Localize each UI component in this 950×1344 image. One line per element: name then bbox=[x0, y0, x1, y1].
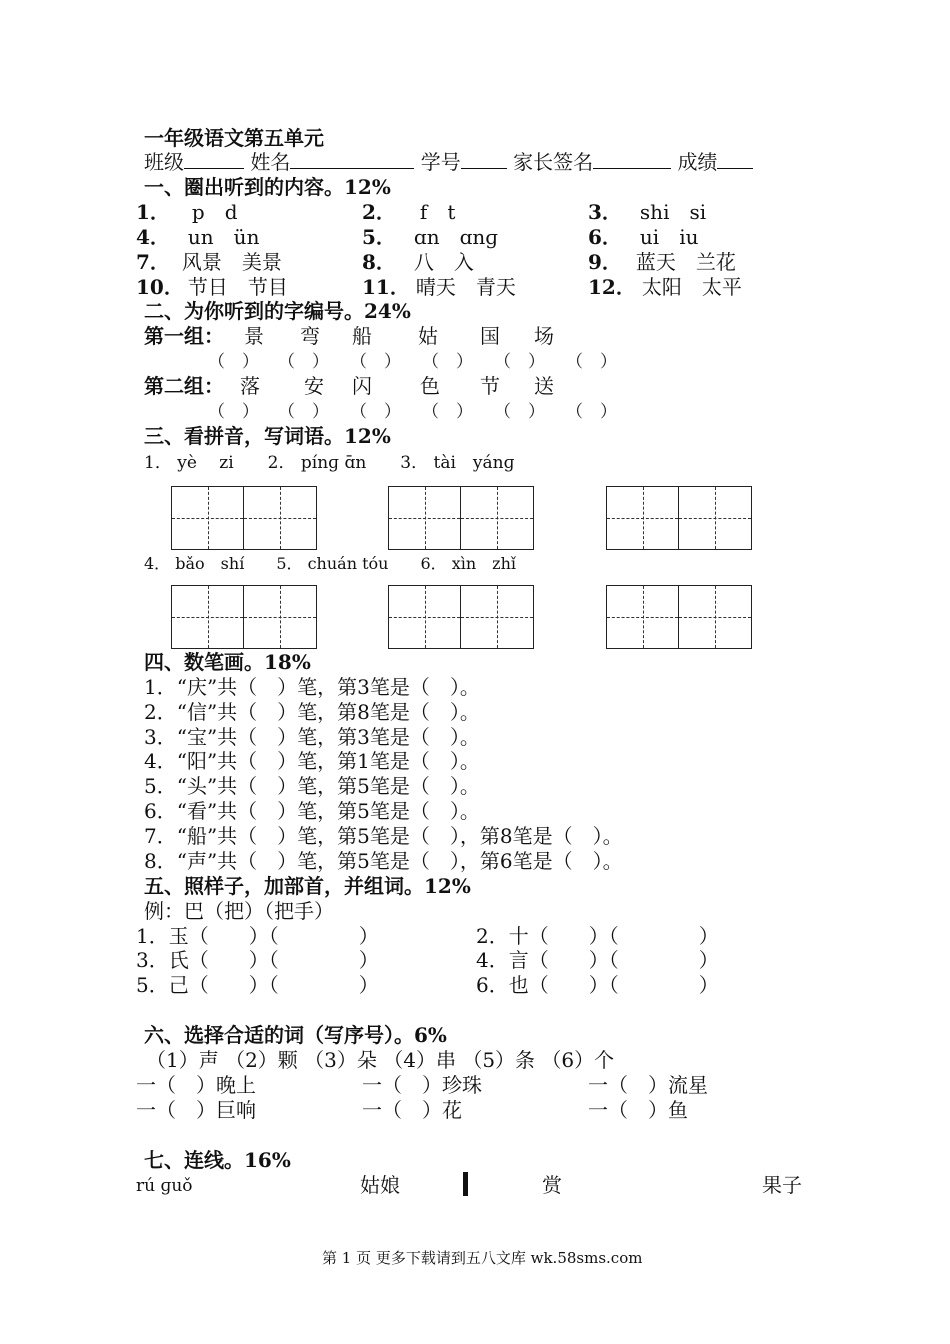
group-2-char: 闪 bbox=[352, 374, 372, 398]
stroke-question: 8．“声”共（ ）笔，第5笔是（ ），第6笔是（ ）。 bbox=[144, 849, 623, 873]
section-2-heading: 二、为你听到的字编号。24% bbox=[144, 299, 411, 323]
tianzige-cell[interactable] bbox=[172, 487, 244, 549]
section-5-heading: 五、照样子，加部首，并组词。12% bbox=[144, 874, 471, 898]
tianzige-cell[interactable] bbox=[679, 487, 751, 549]
stroke-question: 1．“庆”共（ ）笔，第3笔是（ ）。 bbox=[144, 675, 480, 699]
tianzige-cell[interactable] bbox=[389, 586, 461, 648]
measure-word-question: 一（ ）鱼 bbox=[588, 1098, 688, 1122]
section-3-heading: 三、看拼音，写词语。12% bbox=[144, 424, 391, 448]
measure-word-question: 一（ ）巨响 bbox=[136, 1098, 256, 1122]
student-info-line bbox=[144, 150, 753, 174]
match-item[interactable]: 赏 bbox=[542, 1173, 562, 1197]
tianzige-cell[interactable] bbox=[679, 586, 751, 648]
group-2-char: 色 bbox=[420, 374, 440, 398]
page-title: 一年级语文第五单元 bbox=[144, 126, 324, 150]
measure-word-question: 一（ ）晚上 bbox=[136, 1073, 256, 1097]
parent-label: 家长签名 bbox=[513, 150, 594, 174]
page-footer: 第 1 页 更多下载请到五八文库 wk.58sms.com bbox=[322, 1249, 643, 1267]
match-item[interactable]: 姑娘 bbox=[360, 1173, 400, 1197]
writing-grid[interactable] bbox=[388, 486, 534, 550]
list-item: 3． shi si bbox=[588, 200, 707, 224]
stroke-question: 2．“信”共（ ）笔，第8笔是（ ）。 bbox=[144, 700, 480, 724]
tianzige-cell[interactable] bbox=[461, 487, 533, 549]
group-1-char: 弯 bbox=[300, 324, 320, 348]
writing-grid[interactable] bbox=[606, 486, 752, 550]
measure-word-question: 一（ ）花 bbox=[362, 1098, 462, 1122]
answer-paren[interactable]: （ ） bbox=[566, 402, 617, 422]
answer-paren[interactable]: （ ） bbox=[350, 352, 401, 372]
group-1-char: 场 bbox=[534, 324, 554, 348]
answer-paren[interactable]: （ ） bbox=[208, 352, 259, 372]
tianzige-cell[interactable] bbox=[607, 487, 679, 549]
section-1-heading: 一、圈出听到的内容。12% bbox=[144, 175, 391, 199]
name-blank[interactable] bbox=[290, 150, 414, 169]
list-item: 12． 太阳 太平 bbox=[588, 275, 742, 299]
radical-question: 1．玉（ ）（ ） bbox=[136, 924, 379, 948]
list-item: 8． 八 入 bbox=[362, 250, 474, 274]
list-item: 11． 晴天 青天 bbox=[362, 275, 516, 299]
answer-paren[interactable]: （ ） bbox=[350, 402, 401, 422]
group-2-char: 送 bbox=[534, 374, 554, 398]
tianzige-cell[interactable] bbox=[461, 586, 533, 648]
tianzige-cell[interactable] bbox=[172, 586, 244, 648]
radical-question: 5．己（ ）（ ） bbox=[136, 973, 379, 997]
answer-paren[interactable]: （ ） bbox=[422, 352, 473, 372]
group-2-label: 第二组： bbox=[144, 374, 224, 398]
pinyin-row-1: 1． yè zi 2． pínɡ ɑ̄n 3． tài yánɡ bbox=[144, 453, 515, 473]
list-item: 10． 节日 节目 bbox=[136, 275, 288, 299]
parent-blank[interactable] bbox=[593, 150, 671, 169]
answer-paren[interactable]: （ ） bbox=[422, 402, 473, 422]
measure-word-options: （1）声 （2）颗 （3）朵 （4）串 （5）条 （6）个 bbox=[146, 1048, 615, 1072]
answer-paren[interactable]: （ ） bbox=[566, 352, 617, 372]
section-4-heading: 四、数笔画。18% bbox=[144, 650, 311, 674]
list-item: 7． 风景 美景 bbox=[136, 250, 282, 274]
group-2-char: 落 bbox=[240, 374, 260, 398]
score-blank[interactable] bbox=[717, 150, 753, 169]
tianzige-cell[interactable] bbox=[244, 487, 316, 549]
id-label: 学号 bbox=[420, 150, 461, 174]
pinyin-row-2: 4． bǎo shí 5． chuán tóu 6． xìn zhǐ bbox=[144, 554, 517, 573]
answer-paren[interactable]: （ ） bbox=[494, 402, 545, 422]
radical-question: 6．也（ ）（ ） bbox=[476, 973, 719, 997]
class-blank[interactable] bbox=[184, 150, 244, 169]
group-1-char: 姑 bbox=[418, 324, 438, 348]
name-label: 姓名 bbox=[250, 150, 291, 174]
group-2-char: 节 bbox=[480, 374, 500, 398]
class-label: 班级 bbox=[144, 150, 184, 174]
list-item: 2． f t bbox=[362, 200, 456, 224]
section-7-heading: 七、连线。16% bbox=[144, 1148, 291, 1172]
section-6-heading: 六、选择合适的词（写序号）。6% bbox=[144, 1023, 447, 1047]
example-line: 例：巴（把）（把手） bbox=[144, 899, 334, 923]
match-item[interactable]: 果子 bbox=[762, 1173, 802, 1197]
answer-paren[interactable]: （ ） bbox=[494, 352, 545, 372]
group-1-char: 船 bbox=[352, 324, 372, 348]
group-1-char: 景 bbox=[244, 324, 264, 348]
list-item: 5． ɑn ɑnɡ bbox=[362, 225, 499, 249]
list-item: 4． un ün bbox=[136, 225, 260, 249]
writing-grid[interactable] bbox=[171, 486, 317, 550]
radical-question: 2．十（ ）（ ） bbox=[476, 924, 719, 948]
group-1-label: 第一组： bbox=[144, 324, 224, 348]
radical-question: 4．言（ ）（ ） bbox=[476, 948, 719, 972]
writing-grid[interactable] bbox=[171, 585, 317, 649]
stroke-question: 5．“头”共（ ）笔，第5笔是（ ）。 bbox=[144, 774, 480, 798]
list-item: 1． p d bbox=[136, 200, 238, 224]
answer-paren[interactable]: （ ） bbox=[208, 402, 259, 422]
writing-grid[interactable] bbox=[388, 585, 534, 649]
answer-paren[interactable]: （ ） bbox=[278, 402, 329, 422]
stroke-question: 7．“船”共（ ）笔，第5笔是（ ），第8笔是（ ）。 bbox=[144, 824, 623, 848]
measure-word-question: 一（ ）珍珠 bbox=[362, 1073, 482, 1097]
list-item: 6． ui iu bbox=[588, 225, 699, 249]
tianzige-cell[interactable] bbox=[389, 487, 461, 549]
score-label: 成绩 bbox=[677, 150, 718, 174]
stroke-question: 6．“看”共（ ）笔，第5笔是（ ）。 bbox=[144, 799, 480, 823]
text-cursor-bar bbox=[463, 1172, 468, 1196]
measure-word-question: 一（ ）流星 bbox=[588, 1073, 708, 1097]
radical-question: 3．氏（ ）（ ） bbox=[136, 948, 379, 972]
tianzige-cell[interactable] bbox=[244, 586, 316, 648]
list-item: 9． 蓝天 兰花 bbox=[588, 250, 736, 274]
answer-paren[interactable]: （ ） bbox=[278, 352, 329, 372]
group-2-char: 安 bbox=[304, 374, 324, 398]
writing-grid[interactable] bbox=[606, 585, 752, 649]
id-blank[interactable] bbox=[461, 150, 507, 169]
tianzige-cell[interactable] bbox=[607, 586, 679, 648]
group-1-char: 国 bbox=[480, 324, 500, 348]
stroke-question: 3．“宝”共（ ）笔，第3笔是（ ）。 bbox=[144, 725, 480, 749]
stroke-question: 4．“阳”共（ ）笔，第1笔是（ ）。 bbox=[144, 749, 480, 773]
match-item[interactable]: rú ɡuǒ bbox=[136, 1176, 193, 1196]
